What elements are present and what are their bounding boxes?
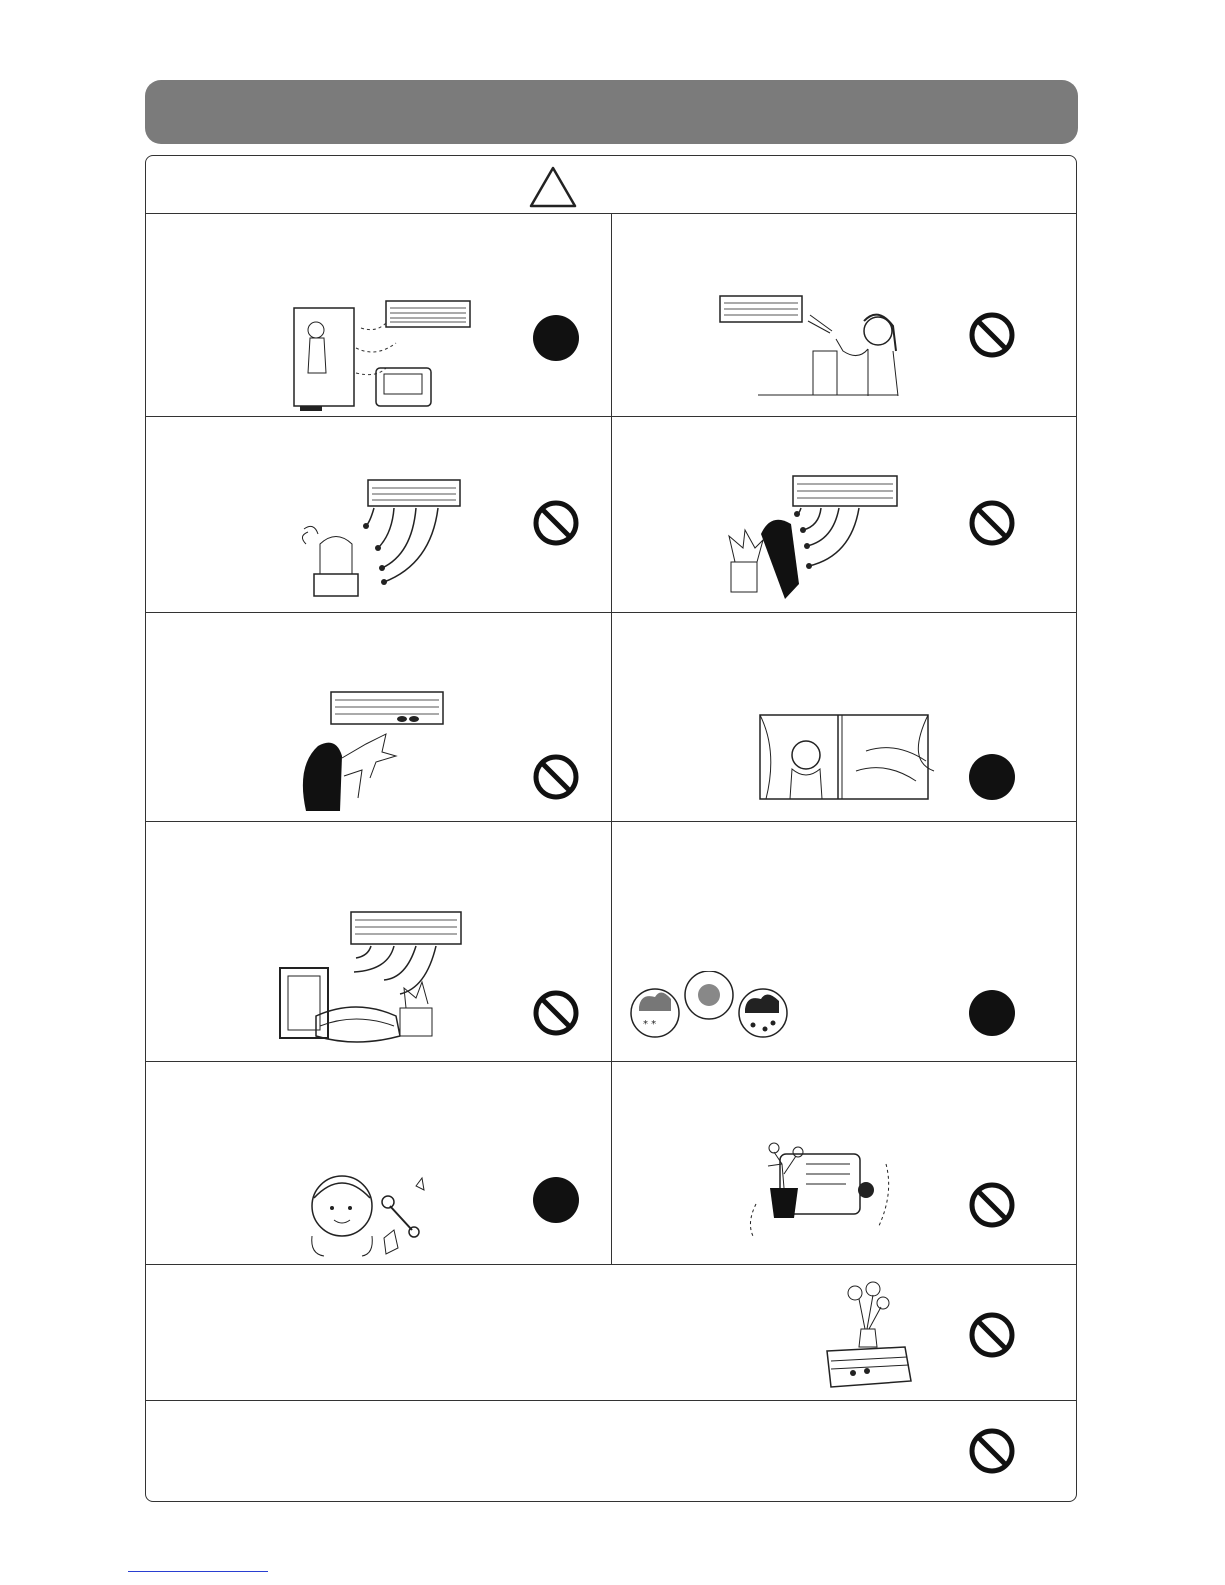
- illustration-heater-under-ac: [296, 474, 476, 604]
- column-divider: [611, 213, 612, 1264]
- prohibition-icon: [532, 989, 580, 1037]
- prohibition-icon: [968, 1311, 1016, 1359]
- mandatory-black-circle-icon: [532, 314, 580, 362]
- illustration-child-at-window: [756, 711, 936, 806]
- row-divider: [146, 1264, 1076, 1265]
- svg-text:* *: * *: [643, 1019, 657, 1030]
- caution-panel: [145, 155, 1077, 1502]
- illustration-door-heater-ac: [286, 298, 476, 413]
- illustration-spray-near-ac: [718, 291, 908, 406]
- prohibition-icon: [968, 311, 1016, 359]
- illustration-objects-under-ac: [276, 908, 476, 1048]
- section-header-bar: [145, 80, 1078, 144]
- warning-triangle-icon: [528, 165, 578, 214]
- illustration-plant-near-outdoor-unit: [746, 1134, 896, 1244]
- mandatory-black-circle-icon: [968, 989, 1016, 1037]
- illustration-weather: [629, 971, 789, 1041]
- prohibition-icon: [968, 1181, 1016, 1229]
- prohibition-icon: [968, 1427, 1016, 1475]
- row-divider: [146, 1400, 1076, 1401]
- mandatory-black-circle-icon: [968, 753, 1016, 801]
- footer-underline-link[interactable]: [128, 1571, 268, 1572]
- prohibition-icon: [532, 753, 580, 801]
- illustration-vase-on-ac: [819, 1281, 919, 1391]
- illustration-person-plant-airflow: [721, 474, 901, 604]
- illustration-woman-cleaning-ac: [296, 686, 456, 816]
- prohibition-icon: [532, 499, 580, 547]
- prohibition-icon: [968, 499, 1016, 547]
- illustration-girl-with-wrench: [306, 1158, 446, 1258]
- mandatory-black-circle-icon: [532, 1176, 580, 1224]
